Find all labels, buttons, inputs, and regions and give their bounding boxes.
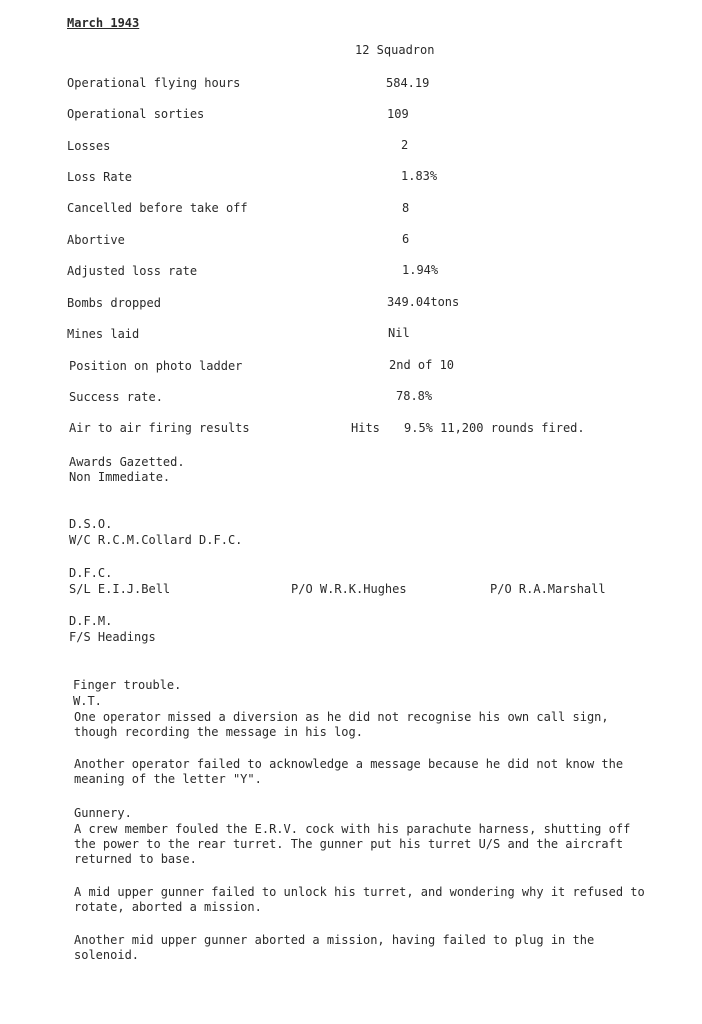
wt-title: W.T. xyxy=(73,694,102,708)
dfc-recipient: P/O R.A.Marshall xyxy=(490,582,606,596)
text-line: meaning of the letter "Y". xyxy=(74,772,262,786)
stat-label: Operational sorties xyxy=(67,107,205,121)
stat-value: 1.94% xyxy=(402,263,439,277)
text-line: though recording the message in his log. xyxy=(74,725,363,739)
text-line: One operator missed a diversion as he did not recognise his own call sign, xyxy=(74,710,609,724)
stat-label: Position on photo ladder xyxy=(69,359,243,373)
dfc-recipient: P/O W.R.K.Hughes xyxy=(291,582,407,596)
text-line: Another operator failed to acknowledge a message because he did not know the xyxy=(74,757,624,771)
awards-subtitle: Non Immediate. xyxy=(69,470,171,484)
finger-trouble-title: Finger trouble. xyxy=(73,678,182,692)
gunnery-paragraph-2 xyxy=(74,885,684,915)
text-line: the power to the rear turret. The gunner put his turret U/S and the aircraft xyxy=(74,837,624,851)
wt-paragraph-1 xyxy=(74,710,684,740)
stat-label: Loss Rate xyxy=(67,170,133,184)
firing-hits-label: Hits xyxy=(351,421,380,435)
stat-value: Nil xyxy=(388,326,410,340)
dfc-title: D.F.C. xyxy=(69,566,113,580)
text-line: A crew member fouled the E.R.V. cock with his parachute harness, shutting off xyxy=(74,822,631,836)
gunnery-paragraph-3 xyxy=(74,933,684,963)
firing-label: Air to air firing results xyxy=(69,421,250,435)
stat-label: Success rate. xyxy=(69,390,163,404)
text-line: solenoid. xyxy=(74,948,140,962)
page-heading: March 1943 xyxy=(67,16,140,30)
stat-value: 2 xyxy=(401,138,409,152)
stat-value: 8 xyxy=(402,201,410,215)
squadron-header: 12 Squadron xyxy=(355,43,435,57)
stat-label: Losses xyxy=(67,139,111,153)
dfc-recipient: S/L E.I.J.Bell xyxy=(69,582,171,596)
dso-recipient: W/C R.C.M.Collard D.F.C. xyxy=(69,533,243,547)
gunnery-title: Gunnery. xyxy=(74,806,132,820)
stat-value: 1.83% xyxy=(401,169,438,183)
text-line: rotate, aborted a mission. xyxy=(74,900,262,914)
stat-value: 2nd of 10 xyxy=(389,358,455,372)
stat-value: 6 xyxy=(402,232,410,246)
stat-label: Operational flying hours xyxy=(67,76,241,90)
awards-title: Awards Gazetted. xyxy=(69,455,185,469)
text-line: Another mid upper gunner aborted a mission, having failed to plug in the xyxy=(74,933,595,947)
firing-result: 9.5% 11,200 rounds fired. xyxy=(404,421,585,435)
stat-label: Bombs dropped xyxy=(67,296,161,310)
stat-value: 109 xyxy=(387,107,409,121)
gunnery-paragraph-1 xyxy=(74,822,684,867)
dso-title: D.S.O. xyxy=(69,517,113,531)
text-line: A mid upper gunner failed to unlock his turret, and wondering why it refused to xyxy=(74,885,645,899)
dfm-title: D.F.M. xyxy=(69,614,113,628)
stat-value: 584.19 xyxy=(386,76,430,90)
stat-label: Mines laid xyxy=(67,327,140,341)
wt-paragraph-2 xyxy=(74,757,684,787)
stat-value: 78.8% xyxy=(396,389,433,403)
text-line: returned to base. xyxy=(74,852,197,866)
dfm-recipient: F/S Headings xyxy=(69,630,156,644)
stat-label: Abortive xyxy=(67,233,125,247)
stat-label: Cancelled before take off xyxy=(67,201,248,215)
stat-label: Adjusted loss rate xyxy=(67,264,198,278)
stat-value: 349.04tons xyxy=(387,295,460,309)
